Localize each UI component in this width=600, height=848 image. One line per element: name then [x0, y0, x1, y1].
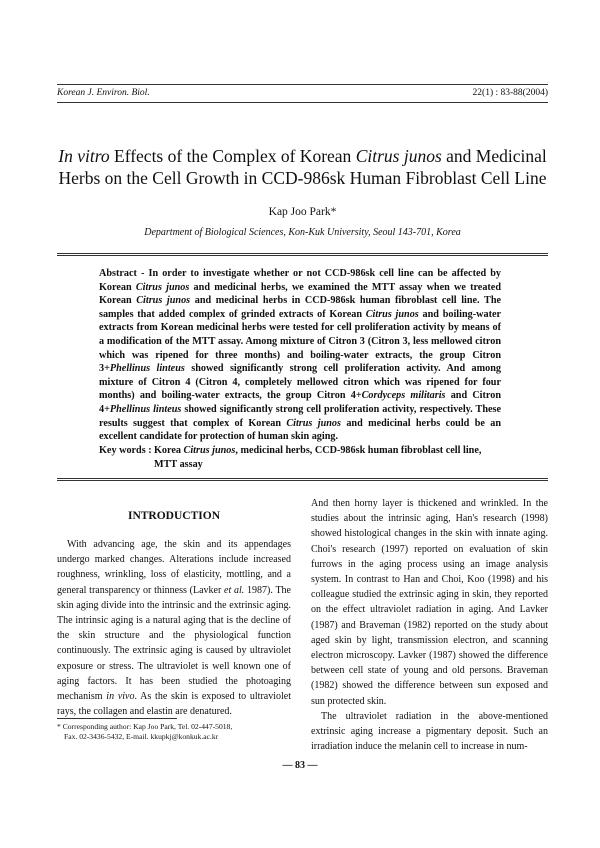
- title-part: In vitro: [58, 146, 110, 166]
- title-part: Effects of the Complex of Korean: [109, 146, 356, 166]
- keywords-bottom-rule: [57, 478, 548, 481]
- abstract-text: and medicinal herbs could be an excellent candidate for protection of human skin aging.: [99, 417, 501, 443]
- keywords-text: [154, 444, 494, 471]
- text: With advancing age, the skin and its appendages undergo marked changes. Alterations include increased roughness, wrinkling, loss of elasticity, mottling, and a general transparency or thinness (Lavker: [57, 539, 291, 596]
- footnote-line: Fax. 02-3436-5432, E-mail. kkupkj@konkuk.ac.kr: [64, 732, 219, 741]
- abstract-text: Phellinus linteus: [109, 403, 182, 415]
- abstract-text: Citrus junos: [365, 308, 419, 320]
- abstract-text: Abstract - In order to investigate whether or not CCD-986sk cell line can be affected by Korean: [99, 268, 501, 293]
- keywords: [99, 444, 501, 471]
- journal-name: Korean J. Environ. Biol.: [57, 88, 150, 98]
- abstract-top-rule: [57, 253, 548, 256]
- paragraph: The ultraviolet radiation in the above-mentioned extrinsic aging increase a pigmentary deposit. Such an irradiation induce the melanin cell to increase in num-: [311, 710, 548, 753]
- abstract-text: Cordyceps militaris: [361, 390, 446, 402]
- abstract-text: Citrus junos: [286, 417, 341, 429]
- abstract-text: and medicinal herbs in CCD-986sk human fibroblast cell line. The samples that added complex of grinded extracts of Korean: [99, 295, 502, 320]
- paragraph: And then horny layer is thickened and wrinkled. In the studies about the intrinsic aging, Han's research (1998) showed histological changes in the skin with innate aging. Choi's research (1997) reported on evaluation of skin furrows in the aging process using an image analysis system. In contrast to Han and Choi, Koo (1998) and his colleague studied the extrinsic aging in skin, they reported on the effect ultraviolet radiation in aging. And Lavker (1987) and Braveman (1982) reported on the study about aged skin by light, transmission electron, and scanning electron microscopy. Lavker (1987) showed the difference between cell state of young and old persons. Braveman (1982) showed the difference between sun exposed and sun protected skin.: [311, 498, 548, 707]
- body-column-left: [57, 537, 291, 719]
- footnote-rule: [57, 718, 177, 719]
- text: et al.: [224, 584, 245, 596]
- abstract-text: and Citron 4+: [99, 390, 501, 415]
- text: in vivo: [106, 691, 135, 703]
- abstract: [99, 267, 501, 444]
- header-bottom-rule: [57, 102, 548, 103]
- page-number: — 83 —: [282, 760, 318, 771]
- keyword-part: Korea: [154, 445, 184, 456]
- abstract-text: and medicinal herbs, we examined the MTT assay when we treated Korean: [99, 281, 501, 307]
- abstract-text: and boiling-water extracts from Korean medicinal herbs were tested for cell proliferation activity by means of a modification of the MTT assay. Among mixture of Citron 3 (Citron 3, less mellowed citron which was ripened for three months) and boiling-water extracts, the group Citron 3+: [99, 308, 501, 375]
- section-heading: INTRODUCTION: [127, 510, 220, 522]
- journal-citation: 22(1) : 83-88(2004): [472, 88, 548, 98]
- author-name: Kap Joo Park*: [268, 206, 337, 218]
- footnote-line: * Corresponding author: Kap Joo Park, Tel. 02-447-5018,: [57, 722, 233, 731]
- paper-title: [57, 145, 548, 189]
- affiliation: Department of Biological Sciences, Kon-Kuk University, Seoul 143-701, Korea: [144, 227, 461, 238]
- title-part: Citrus junos: [355, 146, 442, 166]
- footnote: [57, 722, 297, 742]
- abstract-text: showed significantly strong cell proliferation activity, respectively. These results suggest that complex of Korean: [99, 403, 501, 429]
- abstract-text: Citrus junos: [136, 295, 191, 307]
- keywords-label: Key words :: [99, 445, 152, 456]
- title-part: and Medicinal Herbs on the Cell Growth in CCD-986sk Human Fibroblast Cell Line: [58, 146, 547, 188]
- abstract-text: showed significantly strong cell proliferation activity. And among mixture of Citron 4 (Citron 4, completely mellowed citron which was ripened for four months) and boiling-water extracts, the group Citron 4+: [99, 363, 501, 402]
- paragraph: [57, 537, 291, 719]
- keyword-part: Citrus junos: [183, 445, 236, 456]
- abstract-text: Phellinus linteus: [109, 363, 185, 375]
- text: . As the skin is exposed to ultraviolet rays, the collagen and elastin are denatured.: [57, 691, 291, 718]
- keyword-part: , medicinal herbs, CCD-986sk human fibroblast cell line, MTT assay: [154, 445, 482, 470]
- text: 1987). The skin aging divide into the intrinsic and the extrinsic aging. The intrinsic aging is a natural aging that is the decline of the skin structure and the physiological function continuously. The extrinsic aging is caused by ultraviolet exposure or stress. The ultraviolet is well known one of aging factors. It has been studied the photoaging mechanism: [57, 584, 291, 703]
- body-column-right: [311, 496, 548, 754]
- header-top-rule: [57, 84, 548, 85]
- abstract-text: Citrus junos: [135, 281, 190, 293]
